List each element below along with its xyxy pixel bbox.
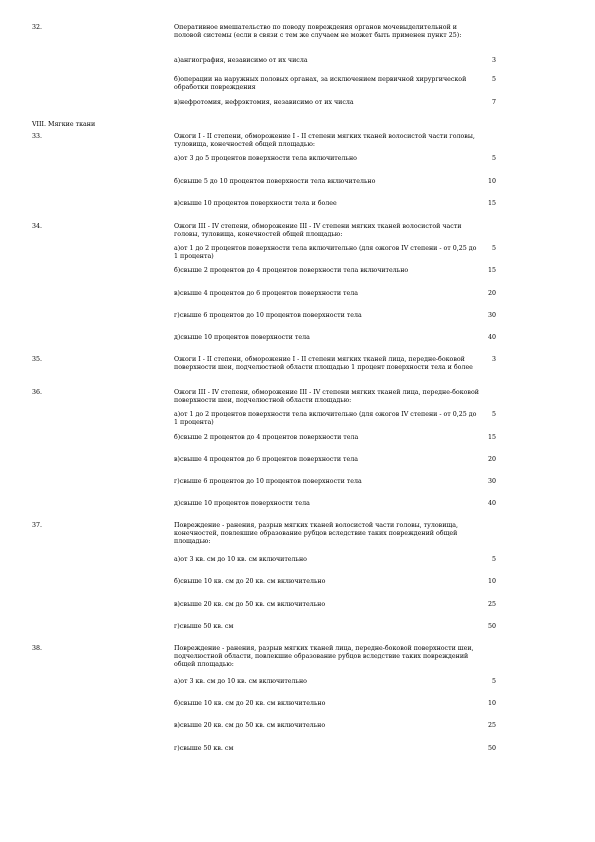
item-number: 32. bbox=[32, 24, 43, 31]
subitem-text: б)свыше 2 процентов до 4 процентов поверхности тела bbox=[174, 434, 359, 441]
subitem-text: а)от 1 до 2 процентов поверхности тела включительно (для ожогов IV степени - от 0,25 до 1 процента) bbox=[174, 245, 477, 261]
subitem-text: б)свыше 10 кв. см до 20 кв. см включительно bbox=[174, 700, 326, 707]
item-description: Ожоги III - IV степени, обморожение III - IV степени мягких тканей волосистой части головы, туловища, конечностей общей площадью: bbox=[174, 223, 462, 239]
subitem-text: г)свыше 6 процентов до 10 процентов поверхности тела bbox=[174, 312, 362, 319]
points-value: 50 bbox=[487, 623, 496, 630]
points-value: 7 bbox=[491, 99, 496, 106]
subitem-text: в)свыше 20 кв. см до 50 кв. см включительно bbox=[174, 722, 326, 729]
subitem-text: г)свыше 50 кв. см bbox=[174, 745, 234, 752]
subitem-text: а)от 3 кв. см до 10 кв. см включительно bbox=[174, 556, 307, 563]
points-value: 25 bbox=[487, 601, 496, 608]
item-number: 35. bbox=[32, 356, 43, 363]
subitem-text: б)свыше 5 до 10 процентов поверхности тела включительно bbox=[174, 178, 376, 185]
subitem-text: в)свыше 20 кв. см до 50 кв. см включительно bbox=[174, 601, 326, 608]
points-value: 50 bbox=[487, 745, 496, 752]
points-value: 20 bbox=[487, 456, 496, 463]
subitem-text: а)ангиография, независимо от их числа bbox=[174, 57, 308, 64]
points-value: 10 bbox=[487, 700, 496, 707]
item-description: Оперативное вмешательство по поводу повреждения органов мочевыделительной и половой системы (если в связи с тем же случаем не может быть применен пункт 25): bbox=[174, 24, 462, 40]
points-value: 5 bbox=[491, 678, 496, 685]
item-number: 33. bbox=[32, 133, 43, 140]
subitem-text: г)свыше 6 процентов до 10 процентов поверхности тела bbox=[174, 478, 362, 485]
item-number: 36. bbox=[32, 389, 43, 396]
points-value: 10 bbox=[487, 578, 496, 585]
subitem-text: б)операции на наружных половых органах, за исключением первичной хирургической обработки повреждения bbox=[174, 76, 467, 92]
subitem-text: в)свыше 10 процентов поверхности тела и более bbox=[174, 200, 337, 207]
points-value: 30 bbox=[487, 478, 496, 485]
points-value: 5 bbox=[491, 155, 496, 162]
subitem-text: б)свыше 10 кв. см до 20 кв. см включительно bbox=[174, 578, 326, 585]
points-value: 5 bbox=[491, 556, 496, 563]
item-number: 38. bbox=[32, 645, 43, 652]
points-value: 3 bbox=[491, 57, 496, 64]
subitem-text: д)свыше 10 процентов поверхности тела bbox=[174, 334, 310, 341]
subitem-text: в)свыше 4 процентов до 6 процентов поверхности тела bbox=[174, 456, 358, 463]
points-value: 5 bbox=[491, 76, 496, 83]
points-value: 40 bbox=[487, 334, 496, 341]
subitem-text: а)от 1 до 2 процентов поверхности тела включительно (для ожогов IV степени - от 0,25 до 1 процента) bbox=[174, 411, 477, 427]
points-value: 10 bbox=[487, 178, 496, 185]
item-description: Повреждение - ранения, разрыв мягких тканей волосистой части головы, туловища, конечностей, повлекшие образование рубцов вследствие таких повреждений общей площадью: bbox=[174, 522, 459, 546]
item-description: Ожоги III - IV степени, обморожение III - IV степени мягких тканей лица, передне-боковой поверхности шеи, подчелюстной области площадью: bbox=[174, 389, 479, 405]
item-number: 37. bbox=[32, 522, 43, 529]
section-heading: VIII. Мягкие ткани bbox=[32, 121, 96, 128]
points-value: 40 bbox=[487, 500, 496, 507]
points-value: 15 bbox=[487, 434, 496, 441]
subitem-text: б)свыше 2 процентов до 4 процентов поверхности тела включительно bbox=[174, 267, 409, 274]
subitem-text: г)свыше 50 кв. см bbox=[174, 623, 234, 630]
subitem-text: а)от 3 до 5 процентов поверхности тела включительно bbox=[174, 155, 357, 162]
subitem-text: д)свыше 10 процентов поверхности тела bbox=[174, 500, 310, 507]
points-value: 20 bbox=[487, 290, 496, 297]
item-description: Ожоги I - II степени, обморожение I - II степени мягких тканей лица, передне-боковой поверхности шеи, подчелюстной области площадью 1 процент поверхности тела и более bbox=[174, 356, 473, 372]
points-value: 30 bbox=[487, 312, 496, 319]
points-value: 15 bbox=[487, 267, 496, 274]
subitem-text: а)от 3 кв. см до 10 кв. см включительно bbox=[174, 678, 307, 685]
points-value: 3 bbox=[491, 356, 496, 363]
item-description: Повреждение - ранения, разрыв мягких тканей лица, передне-боковой поверхности шеи, подчелюстной области, повлекшие образование рубцов вследствие таких повреждений общей площадью: bbox=[174, 645, 474, 669]
points-value: 15 bbox=[487, 200, 496, 207]
item-number: 34. bbox=[32, 223, 43, 230]
subitem-text: в)нефротомия, нефрэктомия, независимо от их числа bbox=[174, 99, 354, 106]
points-value: 5 bbox=[491, 245, 496, 252]
points-value: 25 bbox=[487, 722, 496, 729]
points-value: 5 bbox=[491, 411, 496, 418]
subitem-text: в)свыше 4 процентов до 6 процентов поверхности тела bbox=[174, 290, 358, 297]
item-description: Ожоги I - II степени, обморожение I - II степени мягких тканей волосистой части головы, туловища, конечностей общей площадью: bbox=[174, 133, 475, 149]
